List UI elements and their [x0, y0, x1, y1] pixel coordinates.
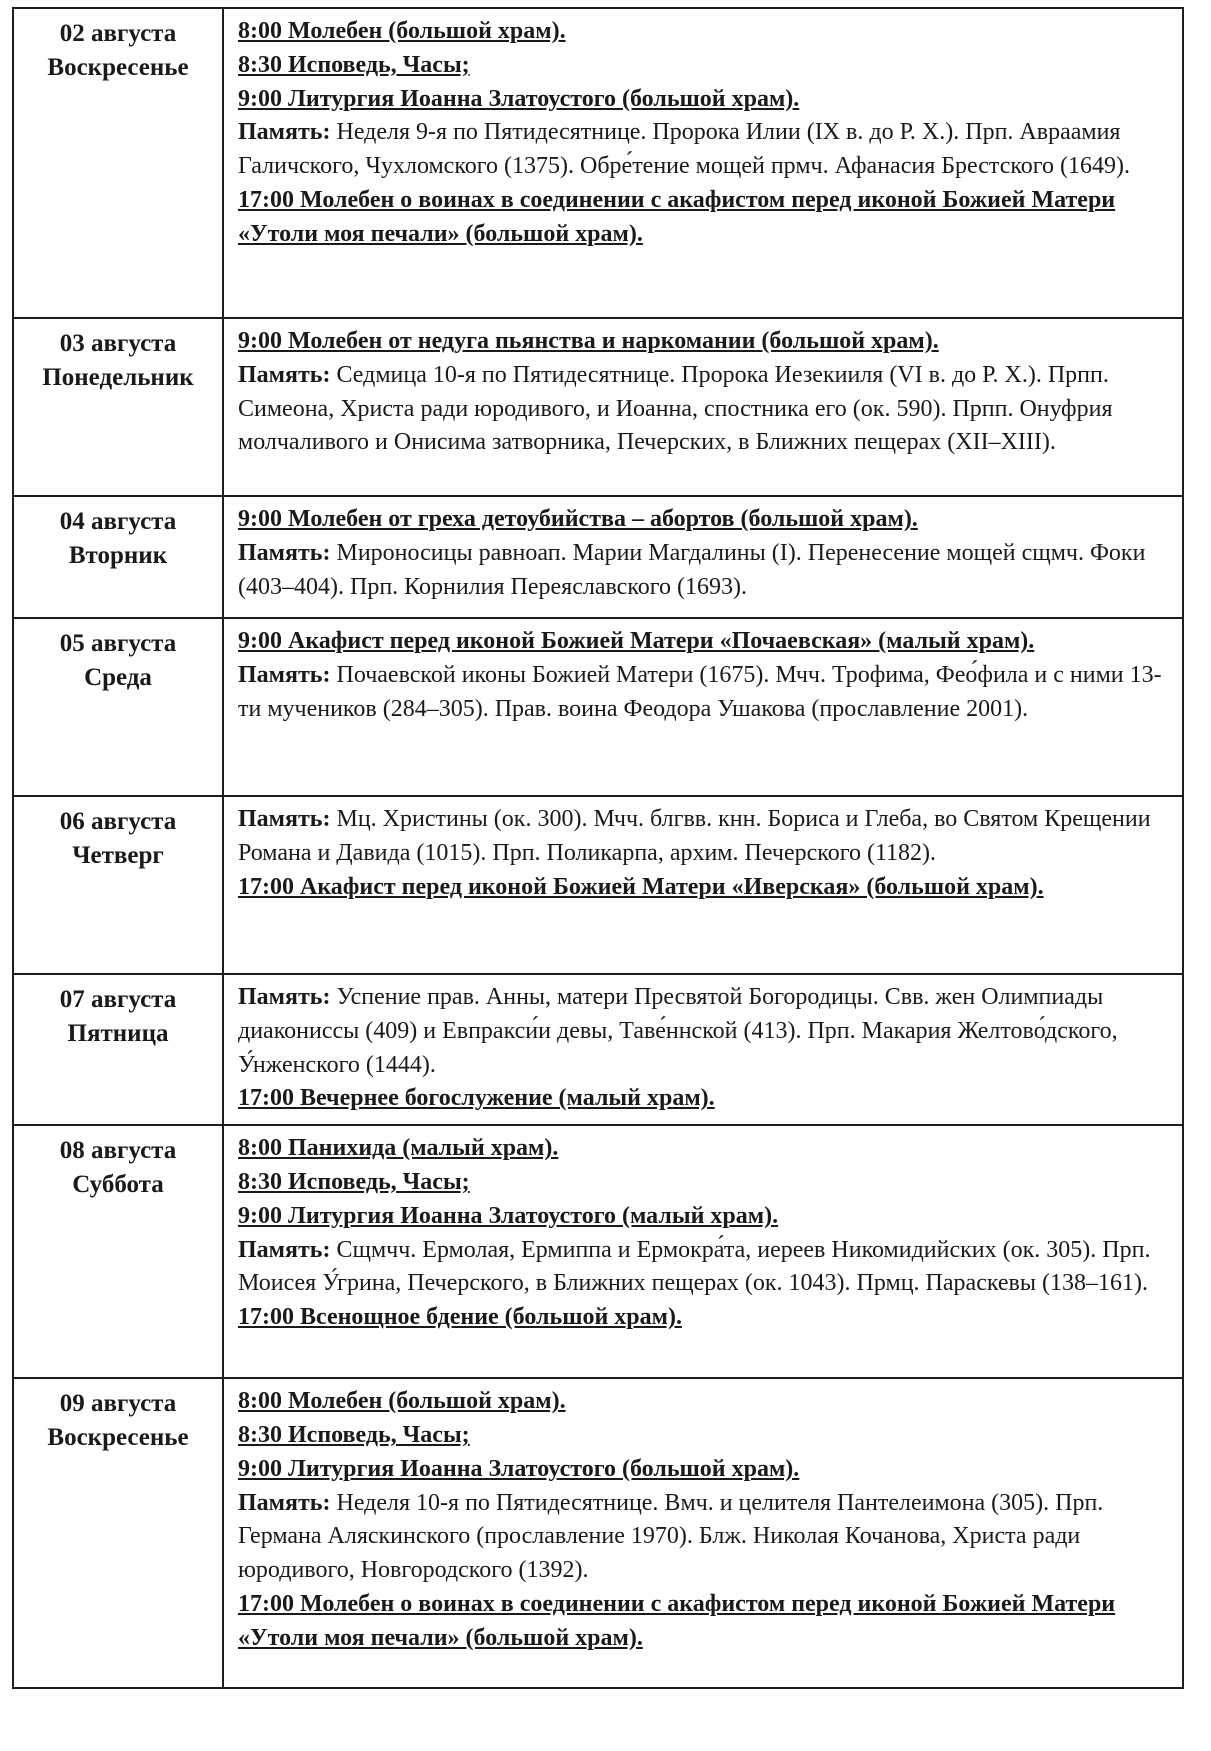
day-cell	[13, 496, 223, 618]
service-entry: 9:00 Молебен от недуга пьянства и наркомании (большой храм).	[238, 328, 939, 354]
day-date: 08 августа	[59, 1137, 177, 1165]
schedule-row	[13, 8, 1183, 318]
schedule-row	[13, 1378, 1183, 1688]
day-date: 02 августа	[59, 20, 177, 47]
day-content	[223, 496, 1183, 618]
memory-label: Память:	[238, 539, 331, 566]
day-content	[223, 974, 1183, 1125]
schedule-body	[13, 8, 1183, 1688]
memory-label: Память:	[238, 1236, 331, 1263]
day-weekday: Четверг	[72, 842, 164, 869]
memory-text: Почаевской иконы Божией Матери (1675). Мчч. Трофима, Фео́фила и с ними 13-ти мучеников (284–305). Прав. воина Феодора Ушакова (прославление 2001).	[238, 661, 1162, 722]
day-cell	[13, 1125, 223, 1378]
service-entry: 17:00 Вечернее богослужение (малый храм).	[238, 1085, 715, 1112]
memory-entry	[238, 537, 1168, 605]
day-content	[223, 318, 1183, 496]
day-content	[223, 618, 1183, 796]
memory-label: Память:	[238, 984, 331, 1010]
memory-entry	[238, 659, 1168, 727]
service-entry: 9:00 Литургия Иоанна Златоустого (большой храм).	[238, 85, 800, 112]
service-entry: 8:00 Молебен (большой храм).	[238, 1388, 566, 1415]
day-date: 09 августа	[59, 1390, 177, 1418]
memory-label: Память:	[238, 661, 331, 688]
day-weekday: Воскресенье	[47, 1424, 189, 1452]
service-entry: 17:00 Молебен о воинах в соединении с акафистом перед иконой Божией Матери «Утоли моя печали» (большой храм).	[238, 186, 1116, 247]
service-entry: 8:30 Исповедь, Часы;	[238, 51, 470, 78]
schedule-row	[13, 974, 1183, 1125]
service-entry: 9:00 Акафист перед иконой Божией Матери «Почаевская» (малый храм).	[238, 628, 1035, 654]
service-entry: 17:00 Акафист перед иконой Божией Матери «Иверская» (большой храм).	[238, 873, 1044, 900]
day-content	[223, 796, 1183, 974]
schedule-table	[12, 7, 1184, 1689]
day-cell	[13, 974, 223, 1125]
memory-entry	[238, 981, 1168, 1082]
memory-label: Память:	[238, 1489, 331, 1516]
day-cell	[13, 318, 223, 496]
day-weekday: Среда	[84, 664, 152, 691]
memory-text: Сщмчч. Ермолая, Ермиппа и Ермокра́та, иереев Никомидийских (ок. 305). Прп. Моисея У́грина, Печерского, в Ближних пещерах (ок. 1043). Прмц. Параскевы (138–161).	[238, 1236, 1151, 1297]
service-entry: 9:00 Литургия Иоанна Златоустого (большой храм).	[238, 1455, 800, 1482]
schedule-row	[13, 618, 1183, 796]
service-entry: 17:00 Всенощное бдение (большой храм).	[238, 1304, 682, 1331]
day-date: 05 августа	[59, 630, 177, 657]
service-entry: 8:30 Исповедь, Часы;	[238, 1168, 470, 1195]
day-weekday: Пятница	[67, 1020, 169, 1047]
service-entry: 8:00 Панихида (малый храм).	[238, 1135, 559, 1162]
day-weekday: Понедельник	[42, 364, 194, 391]
day-cell	[13, 618, 223, 796]
service-entry: 17:00 Молебен о воинах в соединении с акафистом перед иконой Божией Матери «Утоли моя печали» (большой храм).	[238, 1590, 1116, 1651]
memory-entry	[238, 116, 1168, 184]
memory-text: Седмица 10-я по Пятидесятнице. Пророка Иезекииля (VI в. до Р. Х.). Прпп. Симеона, Христа ради юродивого, и Иоанна, спостника его (ок. 590). Прпп. Онуфрия молчаливого и Онисима затворника, Печерских, в Ближних пещерах (XII–XIII).	[238, 361, 1113, 456]
memory-text: Успение прав. Анны, матери Пресвятой Богородицы. Свв. жен Олимпиады диакониссы (409) и Евпракси́и девы, Таве́ннской (413). Прп. Макария Желтово́дского, У́нженского (1444).	[238, 984, 1118, 1078]
memory-text: Неделя 10-я по Пятидесятнице. Вмч. и целителя Пантелеимона (305). Прп. Германа Аляскинского (прославление 1970). Блж. Николая Кочанова, Христа ради юродивого, Новгородского (1392).	[238, 1489, 1104, 1584]
service-entry: 9:00 Литургия Иоанна Златоустого (малый храм).	[238, 1202, 779, 1229]
service-entry: 9:00 Молебен от греха детоубийства – абортов (большой храм).	[238, 506, 918, 532]
schedule-row	[13, 496, 1183, 618]
day-cell	[13, 796, 223, 974]
day-content	[223, 1378, 1183, 1688]
day-cell	[13, 8, 223, 318]
schedule-row	[13, 318, 1183, 496]
memory-text: Мироносицы равноап. Марии Магдалины (I). Перенесение мощей сщмч. Фоки (403–404). Прп. Корнилия Переяславского (1693).	[238, 539, 1146, 600]
schedule-row	[13, 796, 1183, 974]
memory-label: Память:	[238, 361, 331, 388]
memory-entry	[238, 359, 1168, 460]
memory-entry	[238, 1234, 1168, 1302]
day-weekday: Вторник	[68, 542, 168, 569]
day-date: 07 августа	[59, 986, 177, 1013]
memory-entry	[238, 803, 1168, 871]
day-cell	[13, 1378, 223, 1688]
day-content	[223, 8, 1183, 318]
day-date: 03 августа	[59, 330, 177, 357]
day-weekday: Суббота	[72, 1171, 164, 1199]
memory-label: Память:	[238, 806, 331, 832]
memory-label: Память:	[238, 119, 331, 146]
service-entry: 8:30 Исповедь, Часы;	[238, 1421, 470, 1448]
memory-text: Мц. Христины (ок. 300). Мчч. блгвв. кнн. Бориса и Глеба, во Святом Крещении Романа и Давида (1015). Прп. Поликарпа, архим. Печерского (1182).	[238, 806, 1151, 866]
day-weekday: Воскресенье	[47, 54, 189, 81]
day-date: 04 августа	[59, 508, 177, 535]
day-date: 06 августа	[59, 808, 177, 835]
service-entry: 8:00 Молебен (большой храм).	[238, 18, 566, 44]
memory-text: Неделя 9-я по Пятидесятнице. Пророка Илии (IX в. до Р. Х.). Прп. Авраамия Галичского, Чухломского (1375). Обре́тение мощей прмч. Афанасия Брестского (1649).	[238, 119, 1131, 180]
memory-entry	[238, 1487, 1168, 1588]
day-content	[223, 1125, 1183, 1378]
schedule-row	[13, 1125, 1183, 1378]
